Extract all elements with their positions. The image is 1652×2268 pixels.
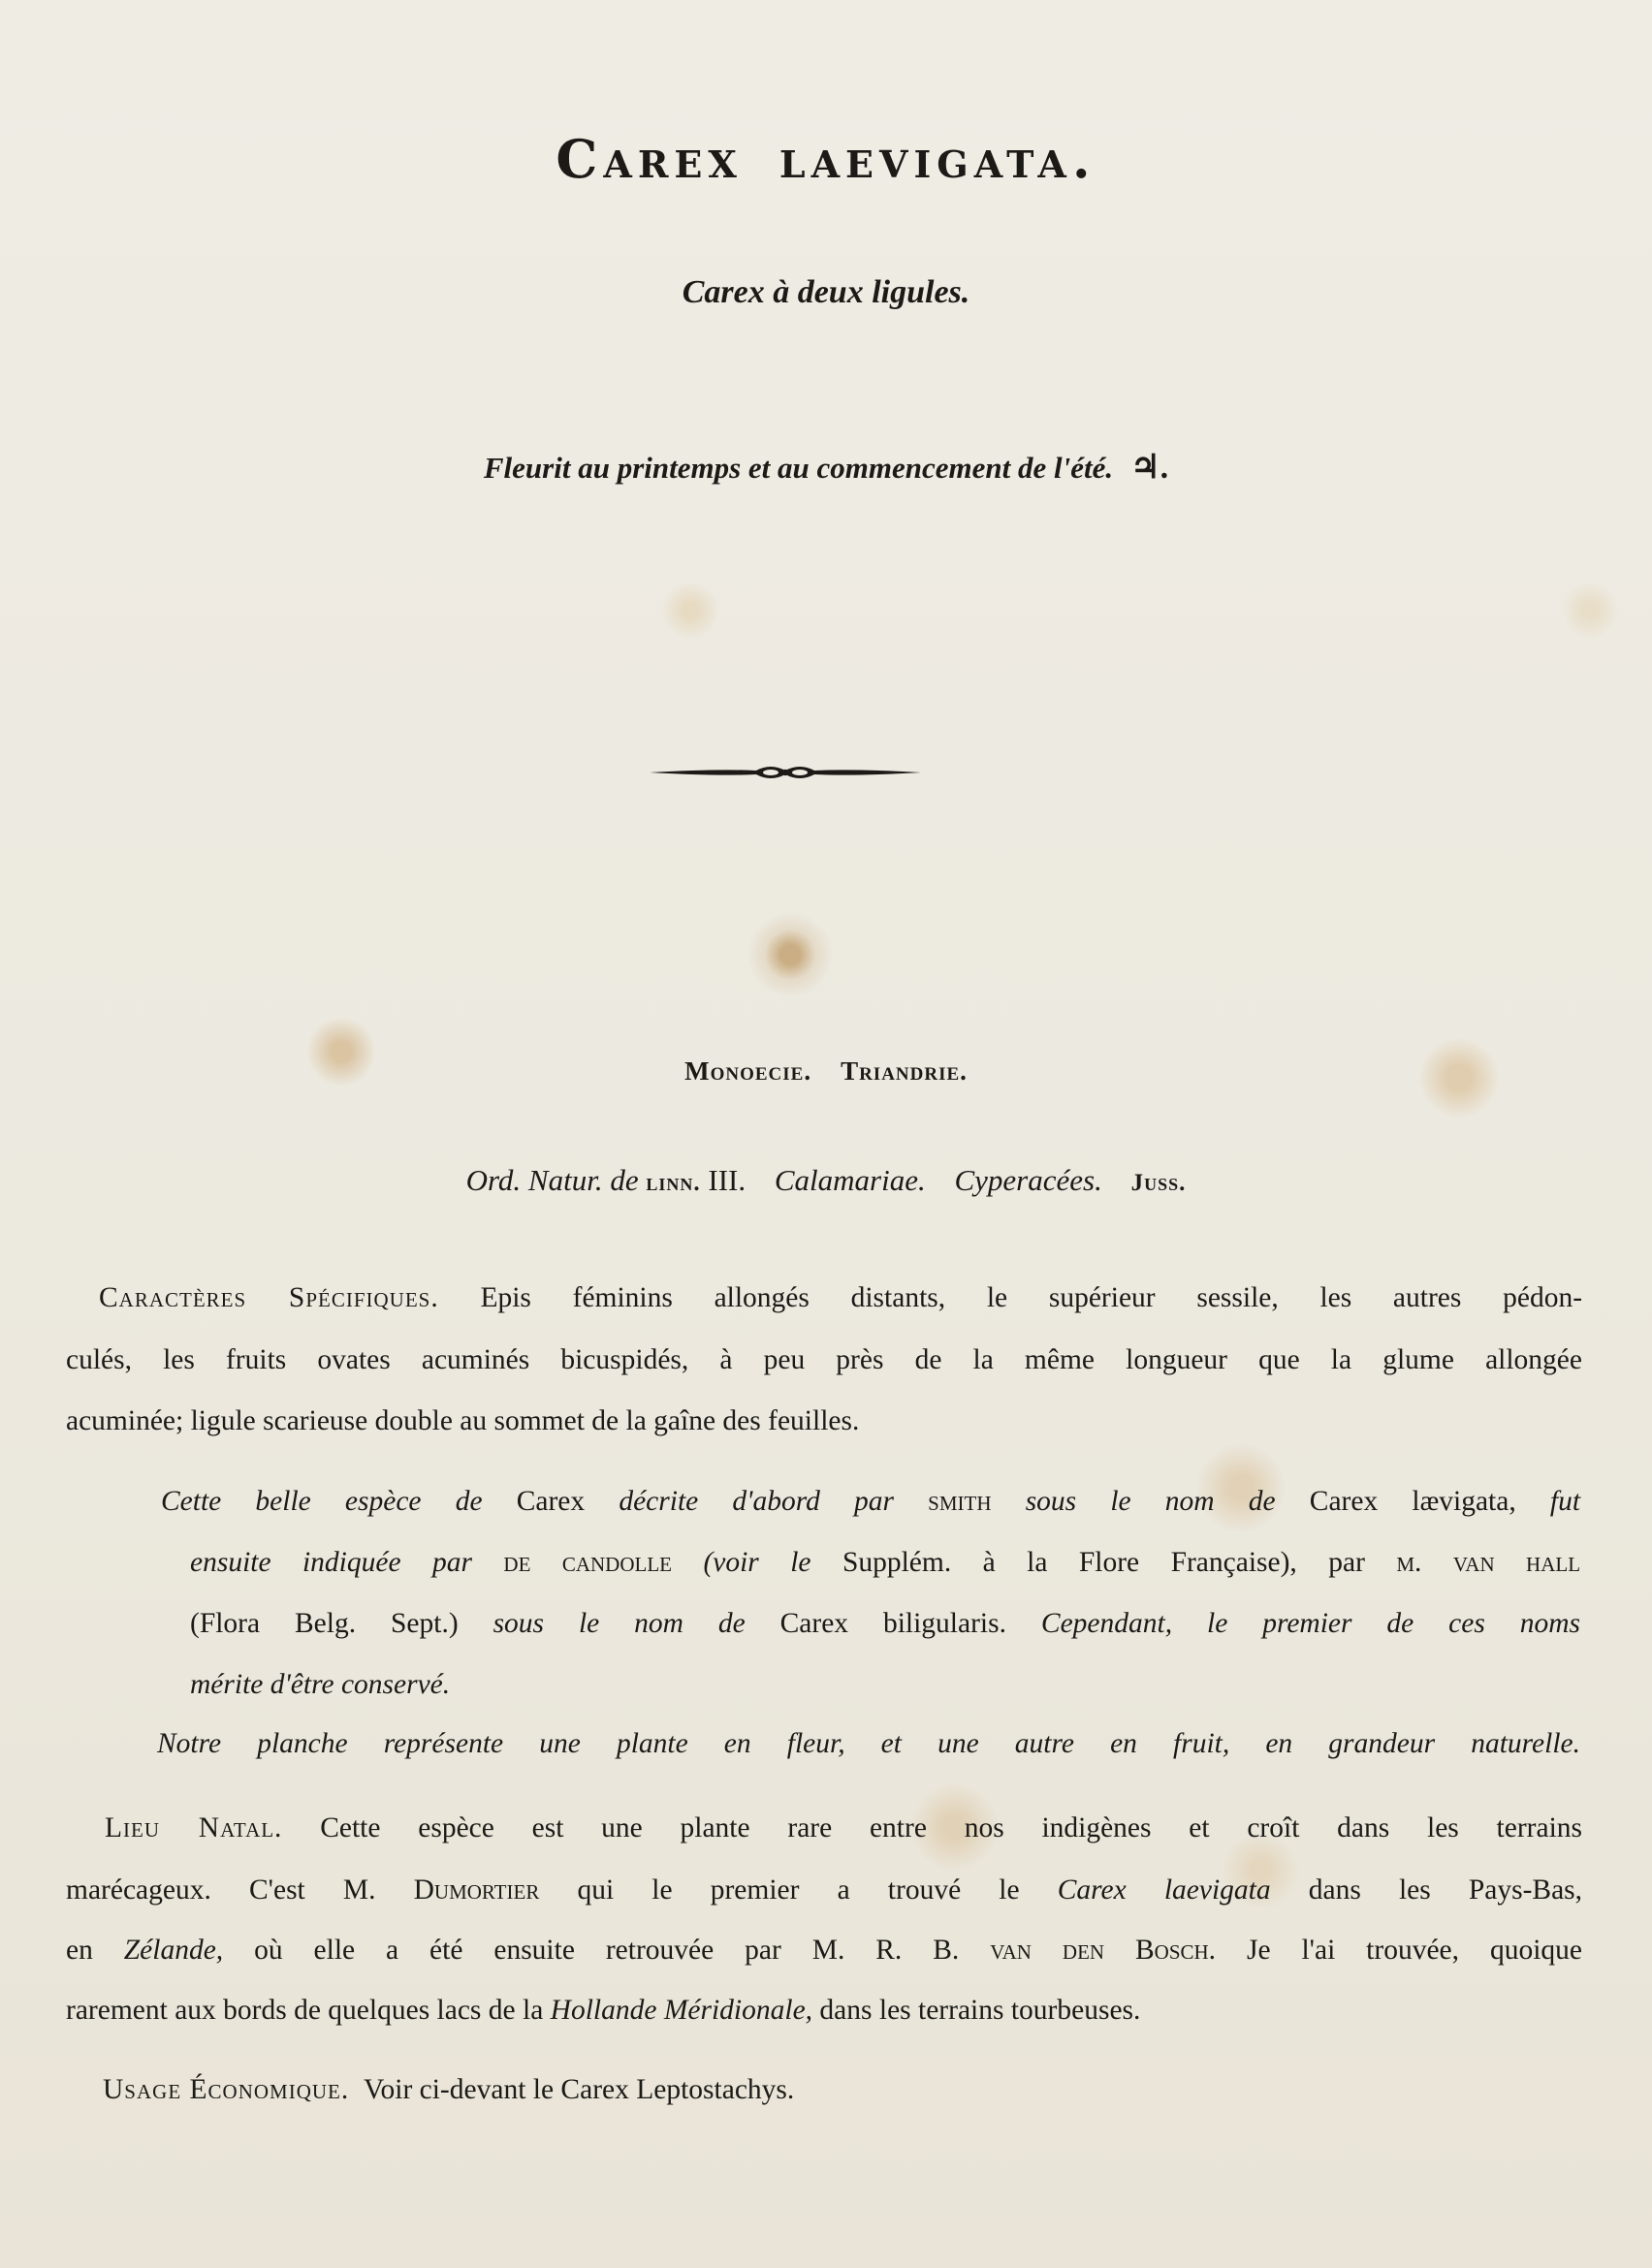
note-text: Cette belle espèce de xyxy=(161,1486,483,1517)
note-line-3 xyxy=(190,1610,1580,1639)
species-name: Carex biligularis. xyxy=(779,1608,1006,1639)
note-line-1 xyxy=(161,1488,1580,1517)
note-text: sous le nom de xyxy=(492,1608,746,1639)
species-name: Carex lævigata, xyxy=(1309,1486,1516,1517)
lieu-text: Je l'ai trouvée, quoique xyxy=(1246,1935,1582,1966)
flowering-line xyxy=(0,448,1652,487)
lieu-text: Cette espèce est une plante rare entre nos indigènes et croît dans les terrains xyxy=(320,1812,1582,1843)
class-name: Monoecie. xyxy=(684,1056,812,1086)
author-van-hall: m. van hall xyxy=(1396,1547,1581,1578)
lieu-text: marécageux. C'est M. xyxy=(66,1874,376,1906)
ord-cyperacees: Cyperacées. xyxy=(954,1163,1102,1197)
note-line-4: mérite d'être conservé. xyxy=(190,1669,451,1700)
caracteres-text-1: Epis féminins allongés distants, le supérieur sessile, les autres pédon- xyxy=(480,1282,1583,1313)
flowering-text: Fleurit au printemps et au commencement de l'été. xyxy=(483,451,1114,485)
note-line-5: Notre planche représente une plante en fleur, et une autre en fruit, en grandeur naturelle. xyxy=(157,1728,1580,1759)
ord-prefix: Ord. Natur. de xyxy=(465,1163,639,1197)
note-text: (voir le xyxy=(703,1547,811,1578)
note-text: ensuite indiquée par xyxy=(190,1547,472,1578)
lieu-text: qui le premier a trouvé le xyxy=(577,1874,1020,1906)
caracteres-line-2: culés, les fruits ovates acuminés bicuspidés, à peu près de la même longueur que la glume allongée xyxy=(66,1344,1582,1375)
page-title xyxy=(0,128,1652,190)
order-name: Triandrie. xyxy=(841,1056,968,1086)
ord-juss: Juss. xyxy=(1130,1170,1187,1196)
lieu-heading: Lieu Natal. xyxy=(105,1812,283,1843)
caracteres-line-1 xyxy=(99,1284,1582,1313)
ord-calamariae: Calamariae. xyxy=(774,1163,926,1197)
species-name: Carex laevigata xyxy=(1057,1874,1271,1906)
author-de-candolle: de candolle xyxy=(503,1547,672,1578)
lieu-line-4 xyxy=(66,1997,1140,2026)
title-word-2: laevigata. xyxy=(778,128,1096,190)
ornament-divider xyxy=(650,758,921,787)
author-van-den-bosch: van den Bosch. xyxy=(990,1935,1217,1966)
lieu-line-2 xyxy=(66,1876,1582,1906)
author-smith: smith xyxy=(928,1486,992,1517)
usage-line xyxy=(103,2076,794,2105)
note-text: fut xyxy=(1549,1486,1581,1517)
note-text: Cependant, le premier de ces noms xyxy=(1040,1608,1581,1639)
subtitle: Carex à deux ligules. xyxy=(682,274,970,310)
ord-roman: III. xyxy=(708,1163,747,1197)
lieu-text: dans les Pays-Bas, xyxy=(1308,1874,1583,1906)
caracteres-line-3: acuminée; ligule scarieuse double au sommet de la gaîne des feuilles. xyxy=(66,1405,860,1436)
note-text: sous le nom de xyxy=(1025,1486,1276,1517)
place-zelande: Zélande, xyxy=(123,1935,224,1966)
author-dumortier: Dumortier xyxy=(413,1874,540,1906)
perennial-symbol: ♃. xyxy=(1130,450,1169,486)
usage-heading: Usage Économique. xyxy=(103,2074,350,2105)
note-text: Supplém. à la Flore Française), par xyxy=(842,1547,1365,1578)
lieu-text: dans les terrains tourbeuses. xyxy=(819,1995,1141,2026)
note-text: décrite d'abord par xyxy=(619,1486,894,1517)
usage-text: Voir ci-devant le Carex Leptostachys. xyxy=(364,2074,795,2105)
title-word-1: Carex xyxy=(556,128,743,190)
ord-linn: linn. xyxy=(646,1170,701,1196)
note-text: (Flora Belg. Sept.) xyxy=(190,1608,459,1639)
ordre-naturel xyxy=(0,1163,1652,1198)
caracteres-heading: Caractères Spécifiques. xyxy=(99,1282,439,1313)
classification xyxy=(0,1056,1652,1087)
lieu-text: où elle a été ensuite retrouvée par M. R. B. xyxy=(254,1935,960,1966)
lieu-line-3 xyxy=(66,1937,1582,1966)
place-hollande: Hollande Méridionale, xyxy=(550,1995,813,2026)
lieu-line-1 xyxy=(105,1814,1582,1843)
note-text: Carex xyxy=(516,1486,586,1517)
lieu-text: rarement aux bords de quelques lacs de la xyxy=(66,1995,544,2026)
note-line-2 xyxy=(190,1549,1580,1578)
lieu-text: en xyxy=(66,1935,93,1966)
